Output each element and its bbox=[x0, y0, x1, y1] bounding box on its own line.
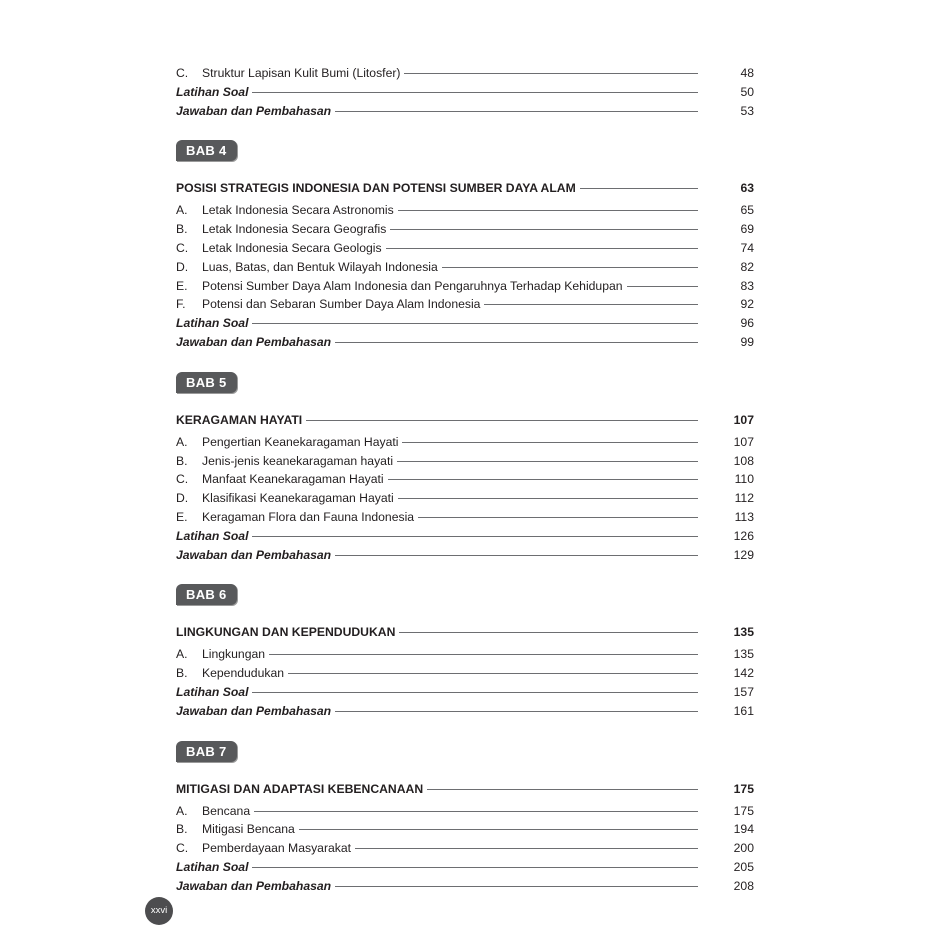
dot-leader bbox=[580, 188, 698, 189]
entry-page-number: 200 bbox=[733, 841, 754, 856]
toc-section-row[interactable] bbox=[176, 314, 754, 333]
chapter-page-number: 175 bbox=[733, 781, 754, 796]
entry-page-number: 82 bbox=[740, 259, 754, 274]
toc-section-row[interactable] bbox=[176, 702, 754, 721]
toc-entry-row[interactable] bbox=[176, 433, 754, 452]
entry-page-number: 53 bbox=[740, 103, 754, 118]
entry-label: Bencana bbox=[202, 803, 251, 818]
chapter-title-row[interactable] bbox=[176, 178, 754, 198]
dot-leader bbox=[288, 673, 698, 674]
entry-letter: A. bbox=[176, 203, 188, 218]
chapter-badge: BAB 4 bbox=[176, 140, 237, 161]
entry-label: Letak Indonesia Secara Geologis bbox=[202, 240, 382, 255]
entry-letter: A. bbox=[176, 803, 188, 818]
toc-section-row[interactable] bbox=[176, 858, 754, 877]
entry-page-number: 112 bbox=[734, 491, 754, 506]
entry-label: Mitigasi Bencana bbox=[202, 822, 295, 837]
entry-letter: A. bbox=[176, 434, 188, 449]
entry-label: Jawaban dan Pembahasan bbox=[176, 103, 332, 118]
chapter-title: POSISI STRATEGIS INDONESIA DAN POTENSI SUMBER DAYA ALAM bbox=[176, 181, 576, 196]
dot-leader bbox=[442, 267, 698, 268]
chapter-title: KERAGAMAN HAYATI bbox=[176, 412, 303, 427]
chapter-title-row[interactable] bbox=[176, 622, 754, 642]
entry-page-number: 142 bbox=[733, 666, 754, 681]
dot-leader bbox=[397, 461, 698, 462]
entry-page-number: 108 bbox=[733, 453, 754, 468]
dot-leader bbox=[402, 442, 698, 443]
toc-section-row[interactable] bbox=[176, 527, 754, 546]
entry-letter: B. bbox=[176, 453, 188, 468]
entry-letter: B. bbox=[176, 666, 188, 681]
toc-entry-row[interactable] bbox=[176, 64, 754, 83]
entry-label: Letak Indonesia Secara Astronomis bbox=[202, 203, 394, 218]
entry-page-number: 69 bbox=[740, 222, 754, 237]
entry-page-number: 50 bbox=[740, 84, 754, 99]
table-of-contents bbox=[176, 64, 754, 896]
dot-leader bbox=[388, 479, 698, 480]
entry-page-number: 113 bbox=[734, 509, 754, 524]
entry-label: Latihan Soal bbox=[176, 859, 249, 874]
toc-section-row[interactable] bbox=[176, 333, 754, 352]
entry-page-number: 129 bbox=[733, 547, 754, 562]
dot-leader bbox=[335, 342, 698, 343]
dot-leader bbox=[252, 692, 698, 693]
continued-items bbox=[176, 64, 754, 120]
toc-entry-row[interactable] bbox=[176, 295, 754, 314]
chapter-badge-wrapper bbox=[176, 584, 754, 605]
toc-section-row[interactable] bbox=[176, 877, 754, 896]
chapter-page-number: 135 bbox=[733, 625, 754, 640]
entry-page-number: 83 bbox=[740, 278, 754, 293]
toc-entry-row[interactable] bbox=[176, 645, 754, 664]
entry-page-number: 161 bbox=[733, 703, 754, 718]
toc-entry-row[interactable] bbox=[176, 452, 754, 471]
dot-leader bbox=[252, 323, 698, 324]
entry-letter: A. bbox=[176, 647, 188, 662]
toc-entry-row[interactable] bbox=[176, 839, 754, 858]
entry-letter: E. bbox=[176, 509, 188, 524]
entry-letter: E. bbox=[176, 278, 188, 293]
chapter-list bbox=[176, 140, 754, 895]
dot-leader bbox=[404, 73, 698, 74]
dot-leader bbox=[335, 555, 698, 556]
entry-page-number: 65 bbox=[740, 203, 754, 218]
toc-entry-row[interactable] bbox=[176, 470, 754, 489]
dot-leader bbox=[252, 867, 698, 868]
chapter-badge-wrapper bbox=[176, 140, 754, 161]
dot-leader bbox=[252, 536, 698, 537]
dot-leader bbox=[335, 111, 698, 112]
toc-entry-row[interactable] bbox=[176, 201, 754, 220]
dot-leader bbox=[386, 248, 698, 249]
entry-label: Lingkungan bbox=[202, 647, 266, 662]
chapter-page-number: 63 bbox=[740, 181, 754, 196]
entry-letter: C. bbox=[176, 240, 189, 255]
entry-page-number: 175 bbox=[733, 803, 754, 818]
chapter-badge: BAB 6 bbox=[176, 584, 237, 605]
entry-page-number: 194 bbox=[733, 822, 754, 837]
entry-letter: B. bbox=[176, 222, 188, 237]
entry-label: Potensi dan Sebaran Sumber Daya Alam Indonesia bbox=[202, 297, 481, 312]
entry-page-number: 74 bbox=[740, 240, 754, 255]
chapter-title-row[interactable] bbox=[176, 410, 754, 430]
dot-leader bbox=[418, 517, 698, 518]
dot-leader bbox=[269, 654, 698, 655]
entry-page-number: 157 bbox=[733, 684, 754, 699]
chapter-section bbox=[176, 584, 754, 720]
chapter-badge: BAB 5 bbox=[176, 372, 237, 393]
chapter-title-row[interactable] bbox=[176, 779, 754, 799]
chapter-title: LINGKUNGAN DAN KEPENDUDUKAN bbox=[176, 625, 396, 640]
toc-entry-row[interactable] bbox=[176, 489, 754, 508]
toc-entry-row[interactable] bbox=[176, 802, 754, 821]
entry-page-number: 107 bbox=[733, 434, 754, 449]
entry-label: Latihan Soal bbox=[176, 684, 249, 699]
entry-letter: D. bbox=[176, 491, 189, 506]
entry-letter: C. bbox=[176, 841, 189, 856]
entry-page-number: 99 bbox=[740, 334, 754, 349]
dot-leader bbox=[306, 420, 698, 421]
entry-label: Pemberdayaan Masyarakat bbox=[202, 841, 352, 856]
toc-section-row[interactable] bbox=[176, 83, 754, 102]
entry-label: Klasifikasi Keanekaragaman Hayati bbox=[202, 491, 394, 506]
entry-label: Struktur Lapisan Kulit Bumi (Litosfer) bbox=[202, 66, 401, 80]
toc-entry-row[interactable] bbox=[176, 508, 754, 527]
toc-section-row[interactable] bbox=[176, 683, 754, 702]
dot-leader bbox=[335, 711, 698, 712]
dot-leader bbox=[427, 789, 698, 790]
entry-letter: C. bbox=[176, 66, 189, 80]
entry-page-number: 96 bbox=[740, 316, 754, 331]
dot-leader bbox=[484, 304, 698, 305]
chapter-badge: BAB 7 bbox=[176, 741, 237, 762]
toc-entry-row[interactable] bbox=[176, 239, 754, 258]
chapter-page-number: 107 bbox=[733, 412, 754, 427]
entry-label: Latihan Soal bbox=[176, 316, 249, 331]
entry-page-number: 126 bbox=[733, 528, 754, 543]
entry-page-number: 48 bbox=[740, 66, 754, 80]
toc-entry-row[interactable] bbox=[176, 220, 754, 239]
dot-leader bbox=[335, 886, 698, 887]
entry-label: Jawaban dan Pembahasan bbox=[176, 334, 332, 349]
dot-leader bbox=[254, 811, 698, 812]
dot-leader bbox=[252, 92, 698, 93]
dot-leader bbox=[355, 848, 698, 849]
entry-label: Latihan Soal bbox=[176, 84, 249, 99]
toc-section-row[interactable] bbox=[176, 102, 754, 121]
toc-entry-row[interactable] bbox=[176, 664, 754, 683]
toc-entry-row[interactable] bbox=[176, 258, 754, 277]
dot-leader bbox=[398, 498, 698, 499]
dot-leader bbox=[390, 229, 698, 230]
entry-label: Potensi Sumber Daya Alam Indonesia dan Pengaruhnya Terhadap Kehidupan bbox=[202, 278, 623, 293]
entry-label: Jawaban dan Pembahasan bbox=[176, 878, 332, 893]
entry-letter: B. bbox=[176, 822, 188, 837]
toc-section-row[interactable] bbox=[176, 546, 754, 565]
entry-page-number: 208 bbox=[733, 878, 754, 893]
entry-letter: F. bbox=[176, 297, 186, 312]
dot-leader bbox=[299, 829, 698, 830]
entry-label: Kependudukan bbox=[202, 666, 285, 681]
entry-page-number: 135 bbox=[733, 647, 754, 662]
entry-label: Keragaman Flora dan Fauna Indonesia bbox=[202, 509, 415, 524]
chapter-section bbox=[176, 372, 754, 565]
entry-page-number: 110 bbox=[734, 472, 754, 487]
entry-page-number: 205 bbox=[733, 859, 754, 874]
entry-letter: C. bbox=[176, 472, 189, 487]
chapter-section bbox=[176, 140, 754, 351]
dot-leader bbox=[627, 286, 698, 287]
entry-letter: D. bbox=[176, 259, 189, 274]
entry-label: Jawaban dan Pembahasan bbox=[176, 703, 332, 718]
chapter-badge-wrapper bbox=[176, 372, 754, 393]
entry-page-number: 92 bbox=[740, 297, 754, 312]
entry-label: Jawaban dan Pembahasan bbox=[176, 547, 332, 562]
entry-label: Letak Indonesia Secara Geografis bbox=[202, 222, 387, 237]
entry-label: Latihan Soal bbox=[176, 528, 249, 543]
entry-label: Manfaat Keanekaragaman Hayati bbox=[202, 472, 384, 487]
chapter-section bbox=[176, 741, 754, 896]
page-number-badge: xxvi bbox=[145, 897, 173, 925]
entry-label: Jenis-jenis keanekaragaman hayati bbox=[202, 453, 394, 468]
chapter-title: MITIGASI DAN ADAPTASI KEBENCANAAN bbox=[176, 781, 424, 796]
toc-entry-row[interactable] bbox=[176, 277, 754, 296]
entry-label: Pengertian Keanekaragaman Hayati bbox=[202, 434, 399, 449]
entry-label: Luas, Batas, dan Bentuk Wilayah Indonesia bbox=[202, 259, 438, 274]
chapter-badge-wrapper bbox=[176, 741, 754, 762]
dot-leader bbox=[398, 210, 698, 211]
dot-leader bbox=[399, 632, 698, 633]
toc-entry-row[interactable] bbox=[176, 820, 754, 839]
